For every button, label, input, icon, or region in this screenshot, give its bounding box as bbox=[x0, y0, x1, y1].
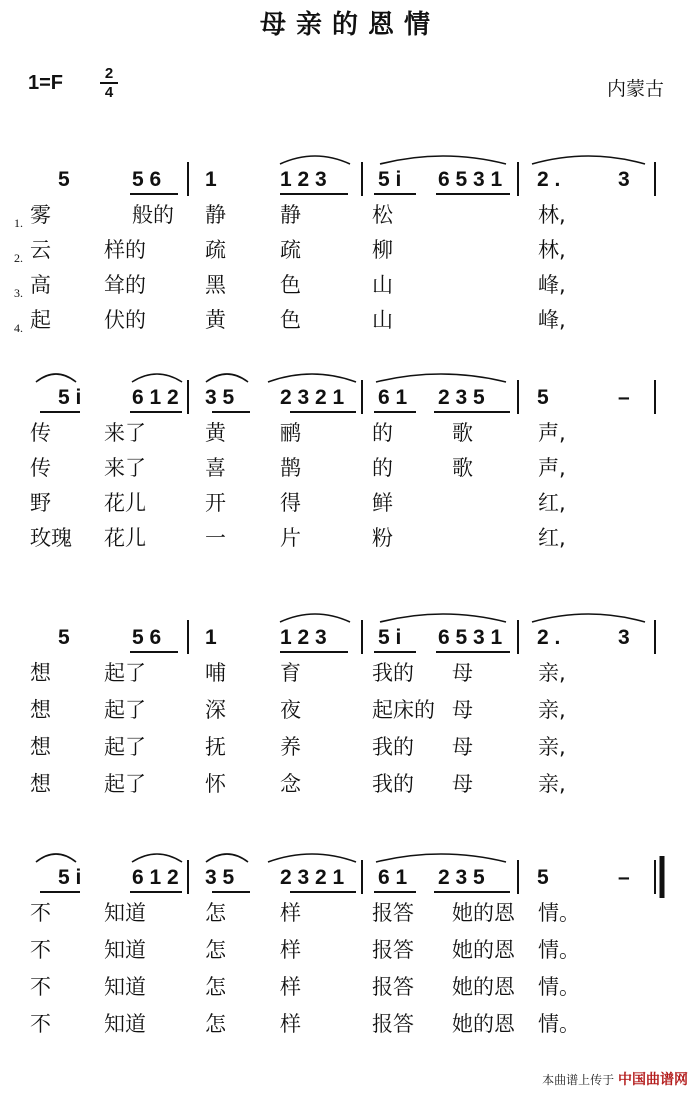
lyric-word: 想 bbox=[30, 661, 51, 685]
slur bbox=[132, 854, 182, 862]
lyric-word: 红, bbox=[538, 526, 566, 550]
key-signature: 1=F bbox=[28, 72, 64, 94]
lyric-word: 疏 bbox=[205, 238, 226, 262]
footer-text: 本曲谱上传于 bbox=[542, 1073, 615, 1087]
lyric-word: 不 bbox=[30, 975, 51, 999]
lyric-word: 歌 bbox=[452, 456, 473, 480]
slur bbox=[132, 374, 182, 382]
lyric-word: 报答 bbox=[372, 938, 414, 962]
jianpu-note: 5 bbox=[58, 168, 70, 191]
lyric-word: 传 bbox=[30, 421, 51, 445]
lyric-word: 般的 bbox=[132, 203, 174, 227]
lyric-word: 亲, bbox=[538, 735, 566, 759]
lyric-word: 深 bbox=[205, 698, 226, 722]
lyric-word: 母 bbox=[452, 698, 473, 722]
lyric-word: 怎 bbox=[205, 938, 226, 962]
verse-number: 4. bbox=[14, 321, 23, 335]
notation-marks bbox=[0, 848, 700, 908]
lyric-word: 样 bbox=[280, 975, 301, 999]
lyric-word: 声, bbox=[538, 456, 566, 480]
lyric-word: 起床的 bbox=[372, 698, 435, 722]
lyric-word: 怎 bbox=[205, 901, 226, 925]
lyric-word: 林, bbox=[538, 238, 566, 262]
lyric-word: 来了 bbox=[104, 421, 146, 445]
lyric-word: 念 bbox=[280, 772, 301, 796]
lyric-word: 松 bbox=[372, 203, 393, 227]
lyric-word: 花儿 bbox=[104, 491, 146, 515]
jianpu-note: 6 1 bbox=[378, 386, 408, 409]
lyric-word: 得 bbox=[280, 491, 301, 515]
jianpu-note: 1 bbox=[205, 626, 217, 649]
jianpu-note: 5 6 bbox=[132, 168, 162, 191]
lyric-word: 不 bbox=[30, 1012, 51, 1036]
lyric-word: 片 bbox=[280, 526, 301, 550]
verse-number: 3. bbox=[14, 286, 23, 300]
lyric-word: 夜 bbox=[280, 698, 301, 722]
lyric-word: 样 bbox=[280, 901, 301, 925]
lyric-word: 母 bbox=[452, 735, 473, 759]
slur bbox=[380, 614, 506, 622]
slur bbox=[532, 614, 645, 622]
slur bbox=[376, 854, 506, 862]
lyric-word: 不 bbox=[30, 901, 51, 925]
lyric-word: 我的 bbox=[372, 735, 414, 759]
jianpu-note: 2 . bbox=[537, 168, 561, 191]
lyric-word: 起了 bbox=[104, 698, 146, 722]
lyric-word: 报答 bbox=[372, 901, 414, 925]
slur bbox=[268, 854, 356, 862]
lyric-word: 云 bbox=[30, 238, 51, 262]
jianpu-note: 5 i bbox=[58, 386, 82, 409]
jianpu-note: 1 2 3 bbox=[280, 168, 327, 191]
lyric-word: 峰, bbox=[538, 273, 566, 297]
jianpu-note: 2 3 2 1 bbox=[280, 866, 345, 889]
lyric-word: 林, bbox=[538, 203, 566, 227]
lyric-word: 起 bbox=[30, 308, 51, 332]
lyric-word: 育 bbox=[280, 661, 301, 685]
slur bbox=[206, 374, 248, 382]
lyric-word: 样 bbox=[280, 1012, 301, 1036]
lyric-word: 不 bbox=[30, 938, 51, 962]
lyric-word: 高 bbox=[30, 273, 51, 297]
verse-number: 1. bbox=[14, 216, 23, 230]
jianpu-note: 2 3 2 1 bbox=[280, 386, 345, 409]
lyric-word: 黄 bbox=[205, 308, 226, 332]
lyric-word: 鹂 bbox=[280, 421, 301, 445]
jianpu-note: 6 1 2 bbox=[132, 386, 179, 409]
lyric-word: 鹊 bbox=[280, 456, 301, 480]
lyric-word: 知道 bbox=[104, 938, 146, 962]
lyric-word: 报答 bbox=[372, 975, 414, 999]
lyric-word: 鲜 bbox=[372, 491, 393, 515]
slur bbox=[380, 156, 506, 164]
lyric-word: 情。 bbox=[538, 1012, 580, 1036]
lyric-word: 喜 bbox=[205, 456, 226, 480]
lyric-word: 耸的 bbox=[104, 273, 146, 297]
jianpu-note: 3 bbox=[618, 168, 630, 191]
lyric-word: 起了 bbox=[104, 772, 146, 796]
lyric-word: 起了 bbox=[104, 661, 146, 685]
notation-marks bbox=[0, 150, 700, 210]
lyric-word: 我的 bbox=[372, 661, 414, 685]
lyric-word: 抚 bbox=[205, 735, 226, 759]
slur bbox=[280, 156, 350, 164]
jianpu-note: 3 5 bbox=[205, 386, 235, 409]
lyric-word: 起了 bbox=[104, 735, 146, 759]
slur bbox=[36, 854, 76, 862]
notation-line bbox=[0, 368, 700, 428]
jianpu-note: 5 bbox=[537, 386, 549, 409]
lyric-word: 的 bbox=[372, 456, 393, 480]
site-logo: 中国曲谱网 bbox=[618, 1072, 688, 1088]
lyric-word: 亲, bbox=[538, 661, 566, 685]
time-signature-bottom: 4 bbox=[104, 84, 114, 101]
lyric-word: 情。 bbox=[538, 938, 580, 962]
jianpu-note: 6 1 bbox=[378, 866, 408, 889]
lyric-word: 怎 bbox=[205, 975, 226, 999]
lyric-word: 怎 bbox=[205, 1012, 226, 1036]
lyric-word: 知道 bbox=[104, 1012, 146, 1036]
jianpu-note: 2 3 5 bbox=[438, 386, 485, 409]
lyric-word: 养 bbox=[280, 735, 301, 759]
jianpu-note: 5 bbox=[58, 626, 70, 649]
footer bbox=[542, 1069, 688, 1089]
slur bbox=[206, 854, 248, 862]
lyric-word: 知道 bbox=[104, 901, 146, 925]
lyric-word: 一 bbox=[205, 526, 226, 550]
lyric-word: 传 bbox=[30, 456, 51, 480]
slur bbox=[280, 614, 350, 622]
lyric-word: 样的 bbox=[104, 238, 146, 262]
lyric-word: 疏 bbox=[280, 238, 301, 262]
jianpu-note: 2 3 5 bbox=[438, 866, 485, 889]
lyric-word: 的 bbox=[372, 421, 393, 445]
jianpu-note: 2 . bbox=[537, 626, 561, 649]
jianpu-note: 6 5 3 1 bbox=[438, 168, 503, 191]
region-label: 内蒙古 bbox=[606, 78, 664, 100]
lyric-word: 野 bbox=[30, 491, 51, 515]
jianpu-note: – bbox=[618, 386, 630, 409]
jianpu-note: – bbox=[618, 866, 630, 889]
slur bbox=[532, 156, 645, 164]
lyric-word: 亲, bbox=[538, 698, 566, 722]
lyric-word: 雾 bbox=[30, 203, 51, 227]
lyric-word: 静 bbox=[280, 203, 301, 227]
lyric-word: 黑 bbox=[205, 273, 226, 297]
lyric-word: 她的恩 bbox=[452, 1012, 515, 1036]
lyric-word: 山 bbox=[372, 308, 393, 332]
notation-marks bbox=[0, 368, 700, 428]
jianpu-note: 5 i bbox=[378, 626, 402, 649]
notation-line bbox=[0, 608, 700, 668]
time-signature-top: 2 bbox=[104, 65, 114, 82]
lyric-word: 来了 bbox=[104, 456, 146, 480]
slur bbox=[376, 374, 506, 382]
lyric-word: 想 bbox=[30, 735, 51, 759]
lyric-word: 玫瑰 bbox=[30, 526, 72, 550]
lyric-word: 情。 bbox=[538, 901, 580, 925]
lyric-word: 情。 bbox=[538, 975, 580, 999]
jianpu-note: 3 5 bbox=[205, 866, 235, 889]
lyric-word: 哺 bbox=[205, 661, 226, 685]
slur bbox=[268, 374, 356, 382]
lyric-word: 伏的 bbox=[104, 308, 146, 332]
lyric-word: 我的 bbox=[372, 772, 414, 796]
notation-line bbox=[0, 150, 700, 210]
jianpu-note: 6 1 2 bbox=[132, 866, 179, 889]
lyric-word: 山 bbox=[372, 273, 393, 297]
notation-marks bbox=[0, 608, 700, 668]
lyric-word: 她的恩 bbox=[452, 938, 515, 962]
jianpu-note: 1 bbox=[205, 168, 217, 191]
lyric-word: 声, bbox=[538, 421, 566, 445]
jianpu-note: 3 bbox=[618, 626, 630, 649]
lyric-word: 色 bbox=[280, 308, 301, 332]
jianpu-note: 5 i bbox=[378, 168, 402, 191]
lyric-word: 红, bbox=[538, 491, 566, 515]
lyric-word: 她的恩 bbox=[452, 975, 515, 999]
lyric-word: 歌 bbox=[452, 421, 473, 445]
lyric-word: 花儿 bbox=[104, 526, 146, 550]
jianpu-note: 5 i bbox=[58, 866, 82, 889]
lyric-word: 她的恩 bbox=[452, 901, 515, 925]
lyric-word: 想 bbox=[30, 772, 51, 796]
verse-number: 2. bbox=[14, 251, 23, 265]
song-title: 母亲的恩情 bbox=[259, 10, 440, 40]
lyric-word: 粉 bbox=[372, 526, 393, 550]
lyric-word: 知道 bbox=[104, 975, 146, 999]
jianpu-note: 5 bbox=[537, 866, 549, 889]
lyric-word: 色 bbox=[280, 273, 301, 297]
lyric-word: 峰, bbox=[538, 308, 566, 332]
lyric-word: 怀 bbox=[205, 772, 226, 796]
lyric-word: 样 bbox=[280, 938, 301, 962]
lyric-word: 亲, bbox=[538, 772, 566, 796]
lyric-word: 黄 bbox=[205, 421, 226, 445]
lyric-word: 母 bbox=[452, 772, 473, 796]
jianpu-note: 6 5 3 1 bbox=[438, 626, 503, 649]
jianpu-note: 5 6 bbox=[132, 626, 162, 649]
lyric-word: 开 bbox=[205, 491, 226, 515]
lyric-word: 母 bbox=[452, 661, 473, 685]
lyric-word: 柳 bbox=[372, 238, 393, 262]
lyric-word: 静 bbox=[205, 203, 226, 227]
slur bbox=[36, 374, 76, 382]
jianpu-note: 1 2 3 bbox=[280, 626, 327, 649]
notation-line bbox=[0, 848, 700, 908]
time-signature bbox=[100, 66, 118, 100]
lyric-word: 报答 bbox=[372, 1012, 414, 1036]
lyric-word: 想 bbox=[30, 698, 51, 722]
